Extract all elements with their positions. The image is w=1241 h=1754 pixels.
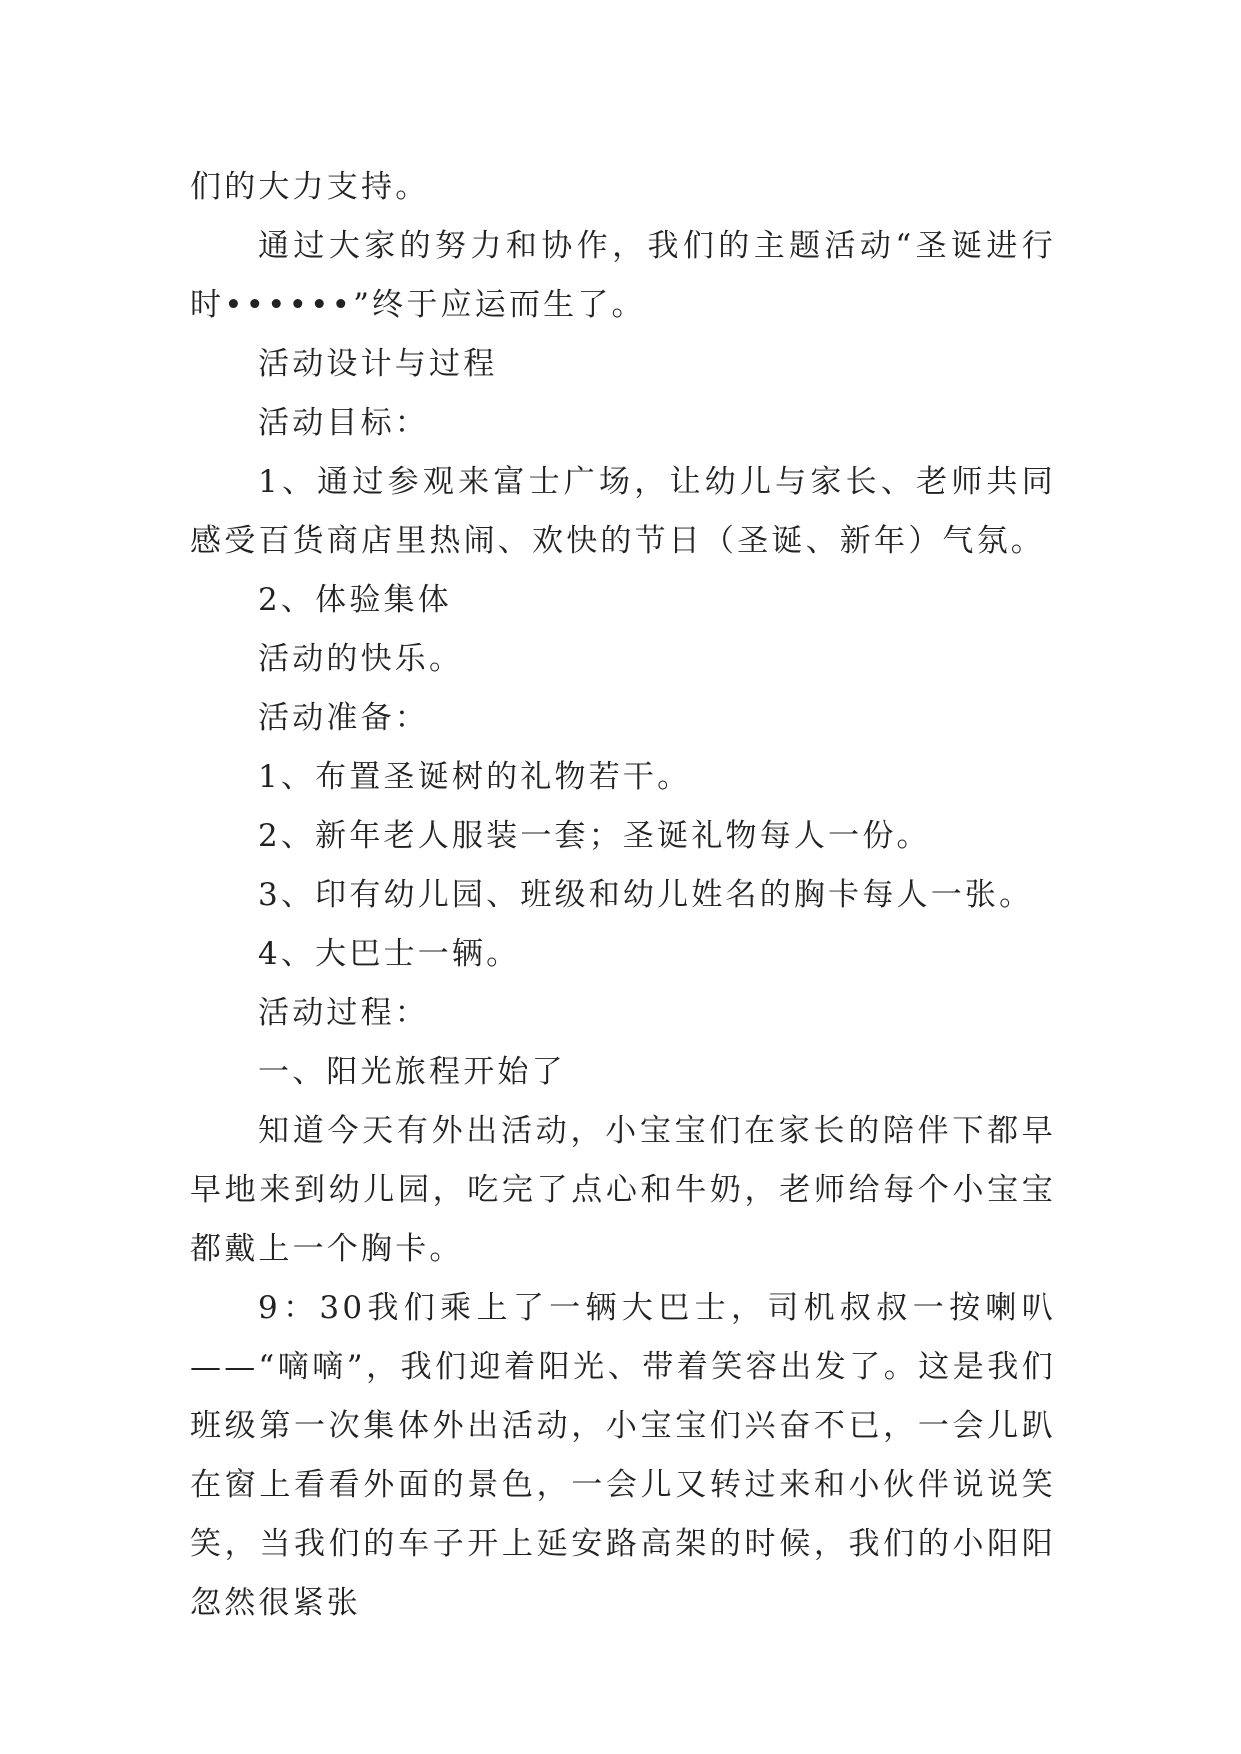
document-body (190, 158, 1056, 1633)
paragraph-theme-activity: 通过大家的努力和协作，我们的主题活动“圣诞进行时••••••”终于应运而生了。 (190, 228, 1056, 323)
preparation-item-2: 2、新年老人服装一套；圣诞礼物每人一份。 (258, 818, 931, 854)
heading-activity-design: 活动设计与过程 (258, 346, 498, 382)
goal-item-2-continued: 活动的快乐。 (258, 641, 464, 677)
preparation-item-4: 4、大巴士一辆。 (258, 936, 521, 972)
paragraph-continuation: 们的大力支持。 (190, 169, 430, 205)
process-paragraph-arrival: 知道今天有外出活动，小宝宝们在家长的陪伴下都早早地来到幼儿园，吃完了点心和牛奶，老师给每个小宝宝都戴上一个胸卡。 (190, 1113, 1056, 1267)
heading-activity-process: 活动过程： (258, 995, 429, 1031)
process-paragraph-bus: 9：30我们乘上了一辆大巴士，司机叔叔一按喇叭——“嘀嘀”，我们迎着阳光、带着笑容出发了。这是我们班级第一次集体外出活动，小宝宝们兴奋不已，一会儿趴在窗上看看外面的景色，一会儿又转过来和小伙伴说说笑笑，当我们的车子开上延安路高架的时候，我们的小阳阳忽然很紧张 (190, 1290, 1056, 1621)
preparation-item-3: 3、印有幼儿园、班级和幼儿姓名的胸卡每人一张。 (258, 877, 1034, 913)
goal-item-1: 1、通过参观来富士广场，让幼儿与家长、老师共同感受百货商店里热闹、欢快的节日（圣诞、新年）气氛。 (190, 464, 1056, 559)
heading-activity-goals: 活动目标： (258, 405, 429, 441)
goal-item-2: 2、体验集体 (258, 582, 452, 618)
preparation-item-1: 1、布置圣诞树的礼物若干。 (258, 759, 692, 795)
heading-activity-preparation: 活动准备： (258, 700, 429, 736)
process-section-1-title: 一、阳光旅程开始了 (258, 1054, 566, 1090)
